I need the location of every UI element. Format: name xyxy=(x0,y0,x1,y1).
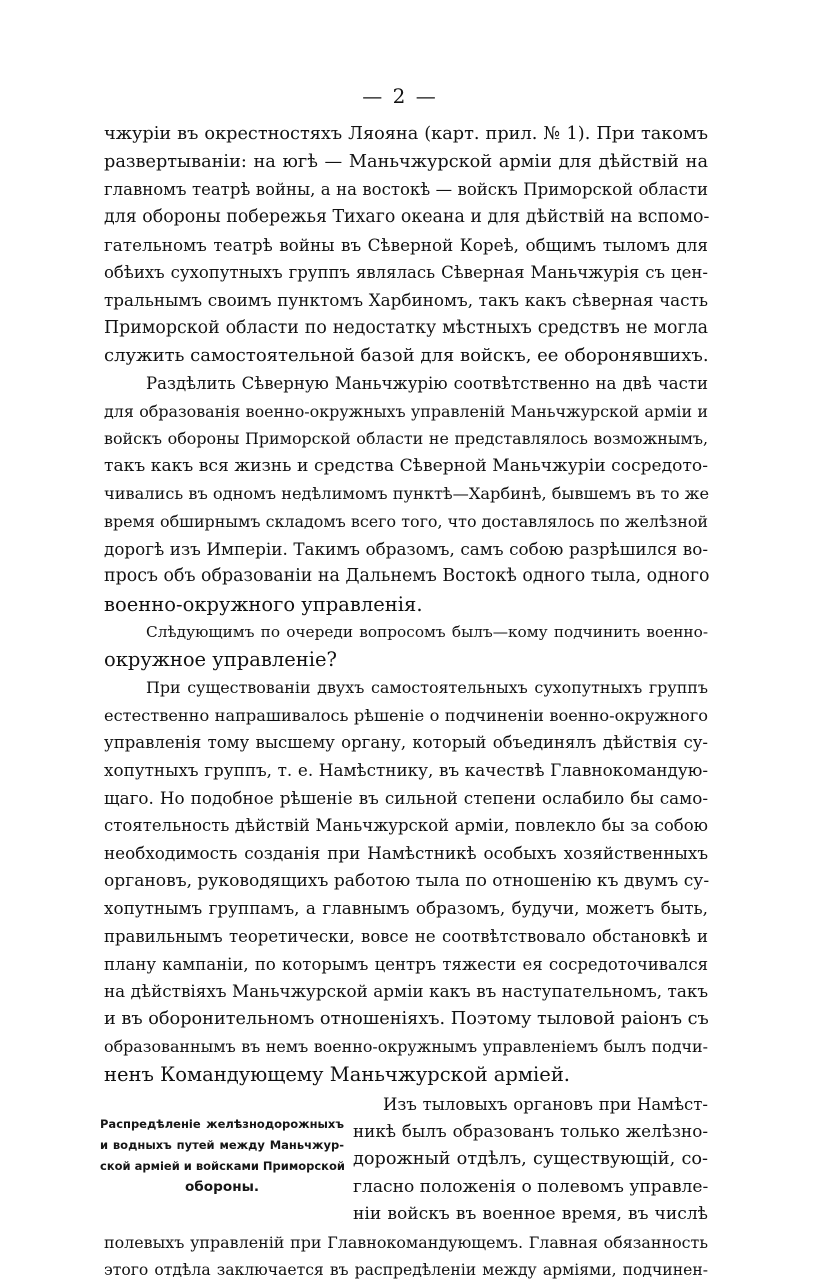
text-line: дорожный отдѣлъ, существующій, со- xyxy=(353,1149,708,1170)
text-line: естественно напрашивалось рѣшеніе о подчиненіи военно-окружного xyxy=(104,705,708,725)
text-line: Слѣдующимъ по очереди вопросомъ былъ—кому подчинить военно- xyxy=(146,622,708,641)
marginal-note-line: Распредѣленіе желѣзнодорожныхъ xyxy=(100,1117,344,1132)
text-line: хопутныхъ группъ, т. е. Намѣстнику, въ качествѣ Главнокомандую- xyxy=(104,759,708,780)
text-line: обѣихъ сухопутныхъ группъ являлась Сѣверная Маньчжурія съ цен- xyxy=(104,263,708,283)
text-line: гательномъ театрѣ войны въ Сѣверной Кореѣ, общимъ тыломъ для xyxy=(104,234,708,255)
text-line: главномъ театрѣ войны, а на востокѣ — войскъ Приморской области xyxy=(104,180,708,200)
text-line: просъ объ образованіи на Дальнемъ Востокѣ одного тыла, одного xyxy=(104,566,710,587)
text-line: служить самостоятельной базой для войскъ, ее оборонявшихъ. xyxy=(104,345,709,367)
text-line: щаго. Но подобное рѣшеніе въ сильной степени ослабило бы само- xyxy=(104,787,708,808)
text-line: управленія тому высшему органу, который объединялъ дѣйствія су- xyxy=(104,733,708,753)
text-line: плану кампаніи, по которымъ центръ тяжести ея сосредоточивался xyxy=(104,954,708,974)
text-line: для обороны побережья Тихаго океана и для дѣйствій на вспомо- xyxy=(104,206,710,227)
text-line: ніи войскъ въ военное время, въ числѣ xyxy=(353,1204,708,1225)
text-line: время обширнымъ складомъ всего того, что доставлялось по желѣзной xyxy=(104,512,708,532)
page-number: — 2 — xyxy=(362,84,438,108)
text-line: стоятельность дѣйствій Маньчжурской арміи, повлекло бы за собою xyxy=(104,816,708,836)
text-line: Приморской области по недостатку мѣстныхъ средствъ не могла xyxy=(104,317,708,338)
text-line: органовъ, руководящихъ работою тыла по отношенію къ двумъ су- xyxy=(104,870,710,891)
text-line: правильнымъ теоретически, вовсе не соотвѣтствовало обстановкѣ и xyxy=(104,926,708,946)
text-line: для образованія военно-окружныхъ управленій Маньчжурской арміи и xyxy=(104,401,708,421)
text-line: этого отдѣла заключается въ распредѣленіи между арміями, подчинен- xyxy=(104,1260,708,1279)
text-line: на дѣйствіяхъ Маньчжурской арміи какъ въ наступательномъ, такъ xyxy=(104,981,708,1002)
text-line: При существованіи двухъ самостоятельныхъ сухопутныхъ группъ xyxy=(146,678,708,697)
marginal-note-line: ской арміей и войсками Приморской xyxy=(100,1159,345,1174)
text-line: Изъ тыловыхъ органовъ при Намѣст- xyxy=(383,1094,708,1114)
marginal-note xyxy=(100,1114,344,1198)
text-line: необходимость созданія при Намѣстникѣ особыхъ хозяйственныхъ xyxy=(104,842,708,863)
text-line: полевыхъ управленій при Главнокомандующемъ. Главная обязанность xyxy=(104,1233,708,1252)
text-line: военно-окружного управленія. xyxy=(104,593,423,617)
text-line: гласно положенія о полевомъ управле- xyxy=(353,1176,709,1197)
text-line: войскъ обороны Приморской области не представлялось возможнымъ, xyxy=(104,429,708,449)
text-line: хопутнымъ группамъ, а главнымъ образомъ, будучи, можетъ быть, xyxy=(104,898,708,919)
text-line: Раздѣлить Сѣверную Маньчжурію соотвѣтственно на двѣ части xyxy=(146,373,708,393)
text-line: образованнымъ въ немъ военно-окружнымъ управленіемъ былъ подчи- xyxy=(104,1037,708,1057)
text-line: чжуріи въ окрестностяхъ Ляояна (карт. прил. № 1). При такомъ xyxy=(104,124,708,144)
text-line: дорогѣ изъ Имперіи. Такимъ образомъ, самъ собою разрѣшился во- xyxy=(104,538,708,559)
text-line: окружное управленіе? xyxy=(104,648,338,672)
text-line: развертываніи: на югѣ — Маньчжурской арміи для дѣйствій на xyxy=(104,151,708,172)
text-line: ненъ Командующему Маньчжурской арміей. xyxy=(104,1063,571,1087)
text-line: никѣ былъ образованъ только желѣзно- xyxy=(353,1121,708,1142)
text-line: тральнымъ своимъ пунктомъ Харбиномъ, такъ какъ сѣверная часть xyxy=(104,289,708,310)
text-line: такъ какъ вся жизнь и средства Сѣверной Маньчжуріи сосредото- xyxy=(104,455,708,476)
text-line: чивались въ одномъ недѣлимомъ пунктѣ—Харбинѣ, бывшемъ въ то же xyxy=(104,484,710,504)
marginal-note-line: и водныхъ путей между Маньчжур- xyxy=(100,1138,344,1153)
text-line: и въ оборонительномъ отношеніяхъ. Поэтому тыловой раіонъ съ xyxy=(104,1008,709,1029)
marginal-note-line: обороны. xyxy=(184,1179,260,1196)
